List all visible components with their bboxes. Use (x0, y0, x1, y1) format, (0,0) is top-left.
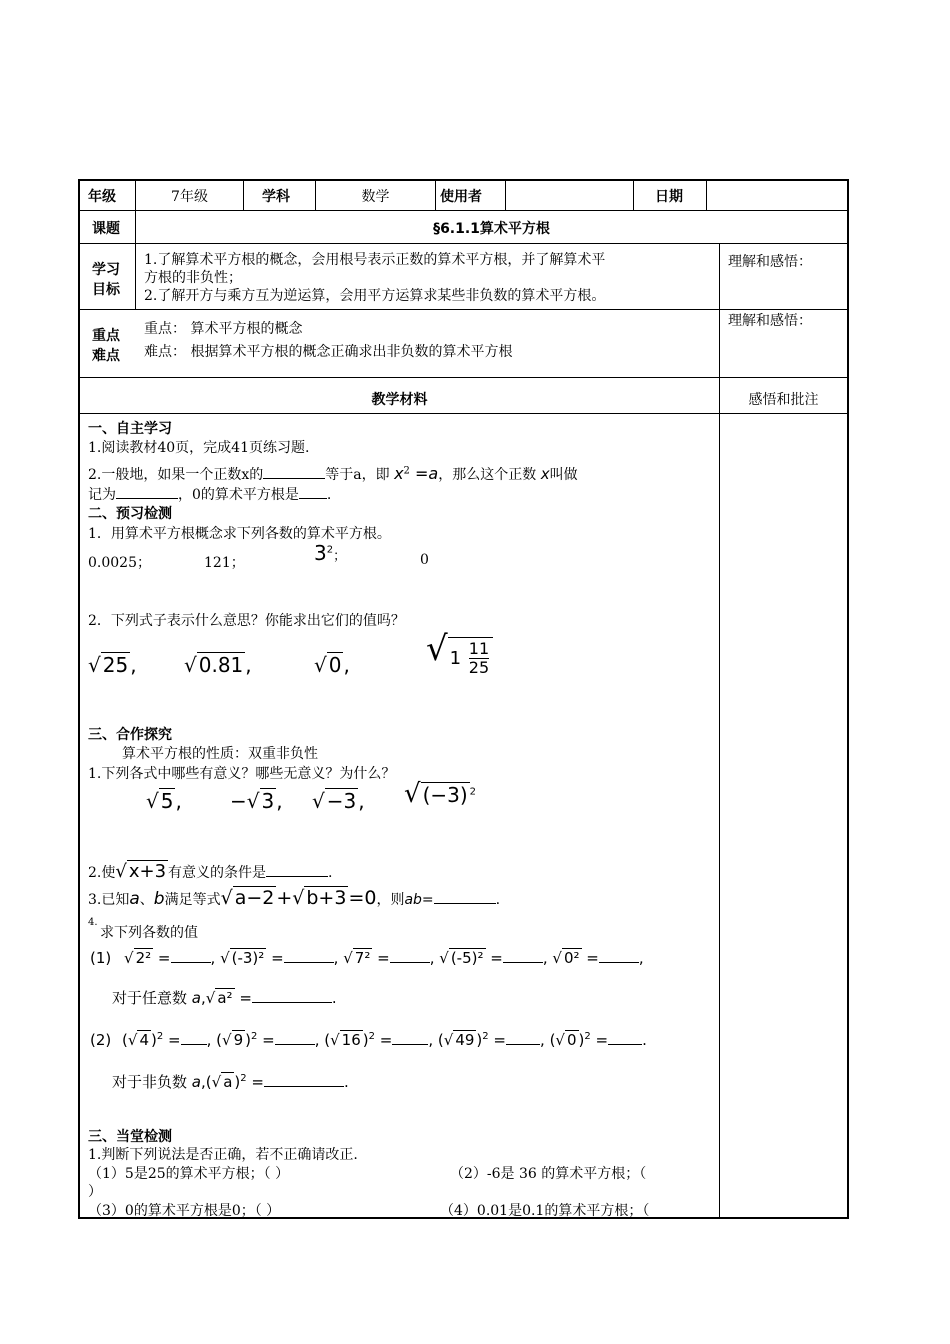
radical-expr: √ −3 , (312, 789, 365, 813)
s4-item: （1）5是25的算术平方根；（ ） (88, 1166, 290, 1182)
s2-number: 121； (204, 555, 245, 571)
s4-item: （4）0.01是0.1的算术平方根；（ (440, 1203, 650, 1219)
section-title: 二、预习检测 (88, 506, 172, 522)
blank (506, 1044, 540, 1045)
blank (599, 962, 639, 963)
s3-q3: 3.已知a、b满足等式√ a−2 +√ b+3 =0，则ab= . (88, 887, 501, 909)
s3-q4: 求下列各数的值 (100, 925, 198, 941)
blank (275, 1044, 315, 1045)
s2-number: $3^2$； (314, 541, 347, 565)
goal-line: 2.了解开方与乘方互为逆运算，会用平方运算求某些非负数的算术平方根。 (144, 288, 606, 304)
part-1-row: (1) √ 2² = , √ (-3)² = , √ 7² = , √ (-5)² = , √ 0² = , (90, 949, 644, 967)
lesson-plan-table (78, 179, 849, 1219)
subject-value: 数学 (361, 189, 390, 205)
blank (284, 962, 334, 963)
key-focus: 重点： 算术平方根的概念 (144, 321, 303, 337)
blank (390, 962, 430, 963)
s1-item-2-cont: 记为 ，0的算术平方根是 . (88, 487, 332, 503)
key-label-1: 重点 (92, 328, 120, 344)
s1-item-2: 2.一般地，如果一个正数x的 等于a，即 $x^2 =a$，那么这个正数 x叫做 (88, 464, 578, 483)
radical-expr: √ 1 $\frac{11}{25}$ (426, 629, 493, 677)
key-label-2: 难点 (92, 348, 120, 364)
blank (266, 876, 328, 877)
s4-item: （2）-6是 36 的算术平方根；（ (450, 1166, 647, 1182)
s3-q1: 1.下列各式中哪些有意义？哪些无意义？为什么？ (88, 766, 396, 782)
topic-title: §6.1.1算术平方根 (433, 221, 550, 237)
blank (263, 478, 325, 479)
row-divider (80, 377, 847, 378)
blank (171, 962, 211, 963)
col-divider (435, 181, 436, 210)
blank (434, 903, 496, 904)
radical-expr: √ 0.81 , (184, 653, 252, 677)
s4-item: （3）0的算术平方根是0；（ ） (88, 1203, 281, 1219)
s2-number: 0 (420, 552, 429, 568)
grade-label: 年级 (88, 189, 116, 205)
radical-expr: √ 25 , (88, 653, 137, 677)
goals-side-note: 理解和感悟： (728, 254, 812, 270)
s2-q1: 1．用算术平方根概念求下列各数的算术平方根。 (88, 526, 391, 542)
blank (181, 1044, 207, 1045)
materials-title: 教学材料 (371, 392, 428, 408)
col-divider (243, 181, 244, 210)
blank (392, 1044, 428, 1045)
part-2-row: (2) (√ 4 )$^2$ = , (√ 9 )$^2$ = , (√ 16 )$^2$ = , (√ 49 )$^2$ = , (√ 0 )$^2$ = . (90, 1031, 647, 1049)
blank (116, 498, 178, 499)
part-1-note: 对于任意数 a,√ a² = . (112, 989, 337, 1007)
blank (299, 498, 327, 499)
key-difficulty: 难点： 根据算术平方根的概念正确求出非负数的算术平方根 (144, 344, 513, 360)
blank (608, 1044, 642, 1045)
section-title: 三、当堂检测 (88, 1129, 172, 1145)
radical-expr: −√ 3 , (230, 789, 283, 813)
s1-item-1: 1.阅读教材40页，完成41页练习题. (88, 440, 310, 456)
subject-label: 学科 (262, 189, 290, 205)
col-divider (505, 181, 506, 210)
s3-q2: 2.使√ x+3 有意义的条件是 . (88, 861, 333, 882)
s2-number: 0.0025； (88, 555, 151, 571)
s3-q4-num: 4. (88, 917, 98, 928)
section-title: 三、合作探究 (88, 727, 172, 743)
radical-expr: √ 0 , (314, 653, 350, 677)
topic-label: 课题 (92, 221, 120, 237)
col-divider (706, 181, 707, 210)
s4-q1: 1.判断下列说法是否正确，若不正确请改正. (88, 1147, 358, 1163)
blank (264, 1086, 344, 1087)
radical-expr: √ (−3) $^2$ (404, 779, 477, 809)
col-divider (633, 181, 634, 210)
goals-label-2: 目标 (92, 282, 120, 298)
row-divider (80, 243, 847, 244)
blank (252, 1002, 332, 1003)
s2-q2: 2．下列式子表示什么意思？你能求出它们的值吗？ (88, 613, 405, 629)
goal-line: 方根的非负性； (144, 270, 242, 286)
s4-item: ） (88, 1184, 102, 1200)
blank (503, 962, 543, 963)
grade-value: 7年级 (171, 189, 208, 205)
part-2-note: 对于非负数 a,(√ a )$^2$ = . (112, 1073, 349, 1091)
section-title: 一、自主学习 (88, 421, 172, 437)
goal-line: 1.了解算术平方根的概念，会用根号表示正数的算术平方根，并了解算术平 (144, 252, 606, 268)
goals-label-1: 学习 (92, 262, 120, 278)
s3-property: 算术平方根的性质：双重非负性 (122, 746, 318, 762)
user-label: 使用者 (440, 189, 482, 205)
date-label: 日期 (655, 189, 683, 205)
row-divider (80, 210, 847, 211)
row-divider (80, 413, 847, 414)
radical-expr: √ 5 , (146, 789, 182, 813)
key-side-note: 理解和感悟： (728, 313, 812, 329)
materials-side: 感悟和批注 (748, 392, 819, 408)
